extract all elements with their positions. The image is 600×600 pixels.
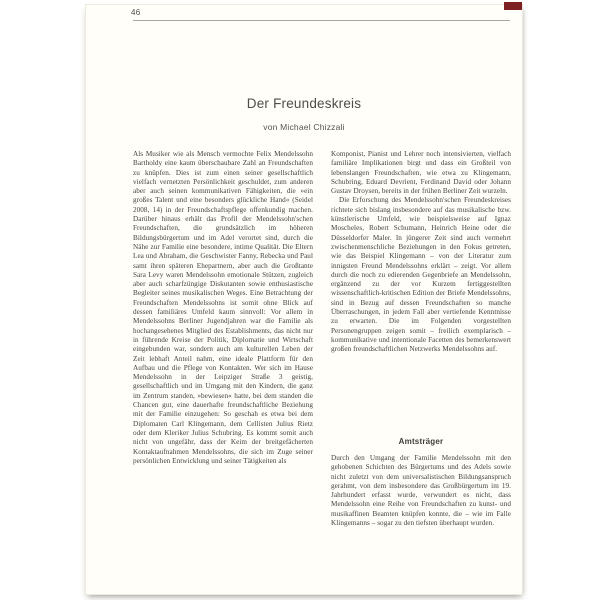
right-paragraph-3: Durch den Umgang der Familie Mendelssohn mit den gehobenen Schichten des Bürgertums und des Adels sowie nicht zuletzt von dem universalistischen Bildungsanspruch gerahmt, von dem insbesondere das Großbürgertum im 19. Jahrhundert erfasst wurde, verwundert es nicht, dass Mendelssohn eine Reihe von Freundschaften zu kunst- und musikaffinen Beamten knüpfen konnte, die – wie im Falle Klingemanns – sogar zu den tiefsten überhaupt wurden. <box>331 454 511 528</box>
page-number: 46 <box>131 8 141 17</box>
header-rule <box>133 20 510 21</box>
left-column-paragraph: Als Musiker wie als Mensch vermochte Felix Mendelssohn Bartholdy eine kaum überschaubare Zahl an Freundschaften zu knüpfen. Dies ist zum einen seiner gesellschaftlich vielfach vernetzten Persönlichkeit geschuldet, zum anderen aber auch seinen kommunikativen Fähigkeiten, die »ein großes Talent und eine besonders glückliche Hand« (Seidel 2008, 14) in der Freundschaftspflege offenkundig machen. Darüber hinaus erhält das Profil der Mendelssohn'schen Freundschaften, die grundsätzlich im höheren Bildungsbürgertum und im Adel verortet sind, durch die Nähe zur Familie eine besondere, intime Qualität. Die Eltern Lea und Abraham, die Geschwister Fanny, Rebecka und Paul samt ihren späteren Ehepartnern, aber auch die Großtante Sara Levy waren Mendelssohn emotionale Stützen, zugleich aber auch scharfzüngige Diskutanten sowie enthusiastische Begleiter seines musikalischen Weges. Eine Betrachtung der Freundschaften Mendelssohns ist somit ohne Blick auf dessen familiäres Umfeld kaum sinnvoll: Vor allem in Mendelssohns Berliner Jugendjahren war die Familie als hochangesehenes Mitglied des Establishments, das nicht nur in führende Kreise der Politik, Diplomatie und Wirtschaft eingebunden war, sondern auch am kulturellen Leben der Zeit lebhaft Anteil nahm, eine ideale Plattform für den Aufbau und die Pflege von Kontakten. Wer sich im Hause Mendelssohn in der Leipziger Straße 3 geistig, gesellschaftlich und im Umgang mit den Kindern, die ganz im Zentrum standen, »bewiesen« hatte, bei dem standen die Chancen gut, eine dauerhafte freundschaftliche Beziehung mit der Familie einzugehen: So geschah es etwa bei dem Diplomaten Carl Klingemann, dem Cellisten Julius Rietz oder dem Kleriker Julius Schubring. Es kommt somit auch nicht von ungefähr, dass der Keim der breitgefächerten Kontaktaufnahmen Mendelssohns, die sich im Zuge seiner persönlichen Entwicklung und seiner Tätigkeiten als <box>133 150 313 465</box>
section-heading-amtstraeger: Amtsträger <box>398 437 444 446</box>
right-paragraph-2: Die Erforschung des Mendelssohn'schen Freundeskreises richtete sich bislang insbesondere auf das musikalische bzw. künstlerische Umfeld, wie beispielsweise auf Ignaz Moscheles, Robert Schumann, Heinrich Heine oder die Düsseldorfer Maler. In jüngerer Zeit sind auch vermehrt zwischenmenschliche Beziehungen in den Fokus getreten, wie das Beispiel Klingemann – von der Literatur zum innigsten Freund Mendelssohns erklärt – zeigt. Vor allem durch die noch zu edierenden Gegenbriefe an Mendelssohn, ergänzend zu der vor Kurzem fertiggestellten wissenschaftlich-kritischen Edition der Briefe Mendelssohns, sind in Bezug auf dessen Freundschaften so manche Überraschungen, in jedem Fall aber vertiefende Kenntnisse zu erwarten. Die im Folgenden vorgestellten Personengruppen zeigen somit – freilich exemplarisch – kommunikative und intentionale Facetten des bemerkenswert großen freundschaftlichen Netzwerks Mendelssohns auf. <box>331 196 511 354</box>
red-bookmark-tab <box>504 2 522 10</box>
byline: von Michael Chizzali <box>263 122 345 132</box>
page-title: Der Freundeskreis <box>246 96 362 111</box>
right-column-top <box>331 150 511 355</box>
right-paragraph-1: Komponist, Pianist und Lehrer noch intensivierten, vielfach familiäre Implikationen birgt und dass ein Großteil von lebenslangen Freundschaften, wie etwa zu Klingemann, Schubring, Eduard Devrient, Ferdinand David oder Johann Gustav Droysen, bereits in der frühen Berliner Zeit wurzeln. <box>331 150 511 196</box>
